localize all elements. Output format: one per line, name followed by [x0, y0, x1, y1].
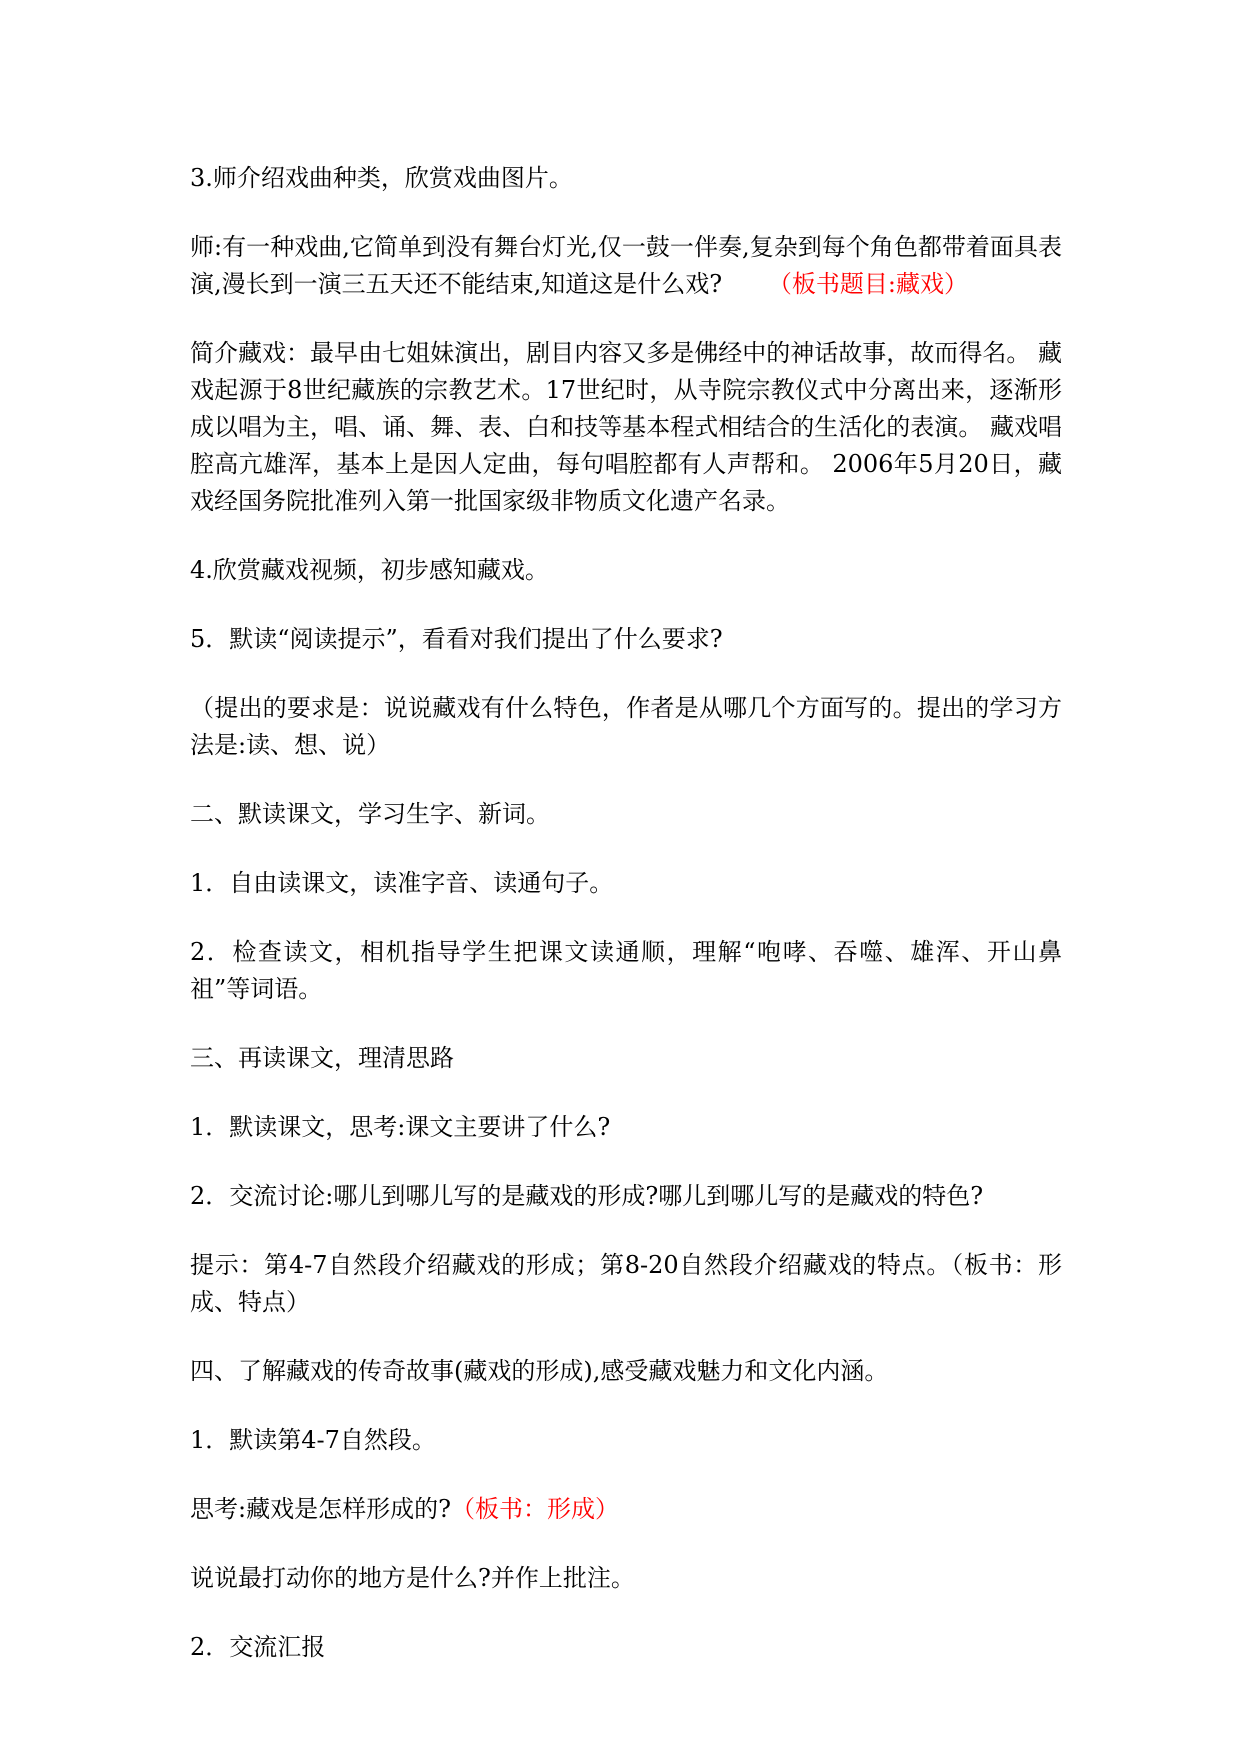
- paragraph-intro-zangxi: 简介藏戏：最早由七姐妹演出，剧目内容又多是佛经中的神话故事，故而得名。 藏戏起源于8世纪藏族的宗教艺术。17世纪时，从寺院宗教仪式中分离出来，逐渐形成以唱为主，唱、诵、舞、表、白和技等基本程式相结合的生活化的表演。 藏戏唱腔高亢雄浑，基本上是因人定曲，每句唱腔都有人声帮和。 2006年5月20日，藏戏经国务院批准列入第一批国家级非物质文化遗产名录。: [190, 339, 1062, 515]
- paragraph-annotate: 说说最打动你的地方是什么?并作上批注。: [190, 1564, 635, 1592]
- paragraph-teacher-question: [190, 229, 1062, 303]
- section-heading-4: 四、了解藏戏的传奇故事(藏戏的形成),感受藏戏魅力和文化内涵。: [190, 1357, 889, 1385]
- think-question-text: 思考:藏戏是怎样形成的?: [190, 1495, 451, 1523]
- paragraph-hint: 提示：第4-7自然段介绍藏戏的形成；第8-20自然段介绍藏戏的特点。（板书：形成、特点）: [190, 1251, 1062, 1316]
- paragraph-report: 2．交流汇报: [190, 1633, 326, 1661]
- section-heading-2: 二、默读课文，学习生字、新词。: [190, 800, 550, 828]
- paragraph-step-3: 3.师介绍戏曲种类，欣赏戏曲图片。: [190, 164, 573, 192]
- teacher-question-text: 师:有一种戏曲,它简单到没有舞台灯光,仅一鼓一伴奏,复杂到每个角色都带着面具表演,漫长到一演三五天还不能结束,知道这是什么戏?: [190, 233, 1062, 298]
- paragraph-discussion: 2．交流讨论:哪儿到哪儿写的是藏戏的形成?哪儿到哪儿写的是藏戏的特色?: [190, 1182, 984, 1210]
- paragraph-step-5: 5．默读“阅读提示”，看看对我们提出了什么要求?: [190, 625, 723, 653]
- blackboard-annotation-title: （板书题目:藏戏）: [767, 270, 968, 298]
- paragraph-read-4-7: 1．默读第4-7自然段。: [190, 1426, 436, 1454]
- section-heading-3: 三、再读课文，理清思路: [190, 1044, 454, 1072]
- paragraph-requirements: （提出的要求是：说说藏戏有什么特色，作者是从哪几个方面写的。提出的学习方法是:读、想、说）: [190, 694, 1062, 759]
- paragraph-think: [190, 1491, 1062, 1528]
- paragraph-silent-reading: 1．默读课文，思考:课文主要讲了什么?: [190, 1113, 611, 1141]
- paragraph-read-freely: 1．自由读课文，读准字音、读通句子。: [190, 869, 614, 897]
- document-body: [190, 160, 1062, 1698]
- blackboard-annotation-formation: （板书：形成）: [450, 1495, 619, 1523]
- paragraph-step-4: 4.欣赏藏戏视频，初步感知藏戏。: [190, 556, 549, 584]
- paragraph-check-reading: 2．检查读文，相机指导学生把课文读通顺，理解“咆哮、吞噬、雄浑、开山鼻祖”等词语。: [190, 938, 1062, 1003]
